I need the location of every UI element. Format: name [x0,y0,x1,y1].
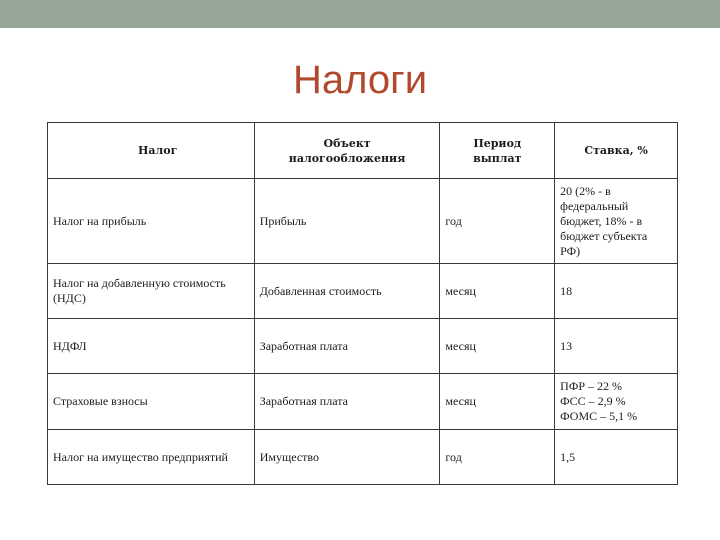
header-object-line1: Объект [323,136,371,150]
table-row [48,430,678,485]
header-period-line2: выплат [473,151,522,165]
table-row [48,319,678,374]
cell-tax: Налог на добавленную стоимость (НДС) [48,264,255,319]
cell-tax: НДФЛ [48,319,255,374]
header-period [440,123,555,179]
rate-line: РФ) [560,243,581,258]
cell-rate [555,264,678,319]
cell-rate [555,179,678,264]
table-row [48,374,678,430]
cell-period: месяц [440,374,555,430]
cell-object: Имущество [254,430,440,485]
rate-line: ПФР – 22 % [560,379,622,393]
slide-title: Налоги [292,58,428,102]
rate-line: 13 [560,338,573,353]
cell-period: месяц [440,264,555,319]
header-object [254,123,440,179]
cell-period: год [440,179,555,264]
cell-object: Прибыль [254,179,440,264]
rate-line: ФСС – 2,9 % [560,394,626,408]
rate-line: бюджет субъекта [560,228,648,243]
rate-line: 18 [560,283,573,298]
rate-line: бюджет, 18% - в [560,213,643,228]
cell-object: Заработная плата [254,319,440,374]
cell-object: Добавленная стоимость [254,264,440,319]
cell-rate [555,319,678,374]
rate-line: федеральный [560,198,629,213]
cell-rate [555,430,678,485]
header-period-line1: Период [473,136,522,150]
rate-line: 1,5 [560,449,576,464]
table-row [48,179,678,264]
table-row [48,264,678,319]
cell-tax: Страховые взносы [48,374,255,430]
cell-object: Заработная плата [254,374,440,430]
cell-period: год [440,430,555,485]
rate-line: ФОМС – 5,1 % [560,409,638,423]
cell-tax: Налог на имущество предприятий [48,430,255,485]
header-rate: Ставка, % [555,123,678,179]
cell-rate [555,374,678,430]
tax-table [47,122,678,485]
cell-period: месяц [440,319,555,374]
table-header-row [48,123,678,179]
header-object-line2: налогообложения [288,151,406,165]
header-tax: Налог [48,123,255,179]
top-bar [0,0,720,28]
rate-line: 20 (2% - в [560,183,611,198]
cell-tax: Налог на прибыль [48,179,255,264]
